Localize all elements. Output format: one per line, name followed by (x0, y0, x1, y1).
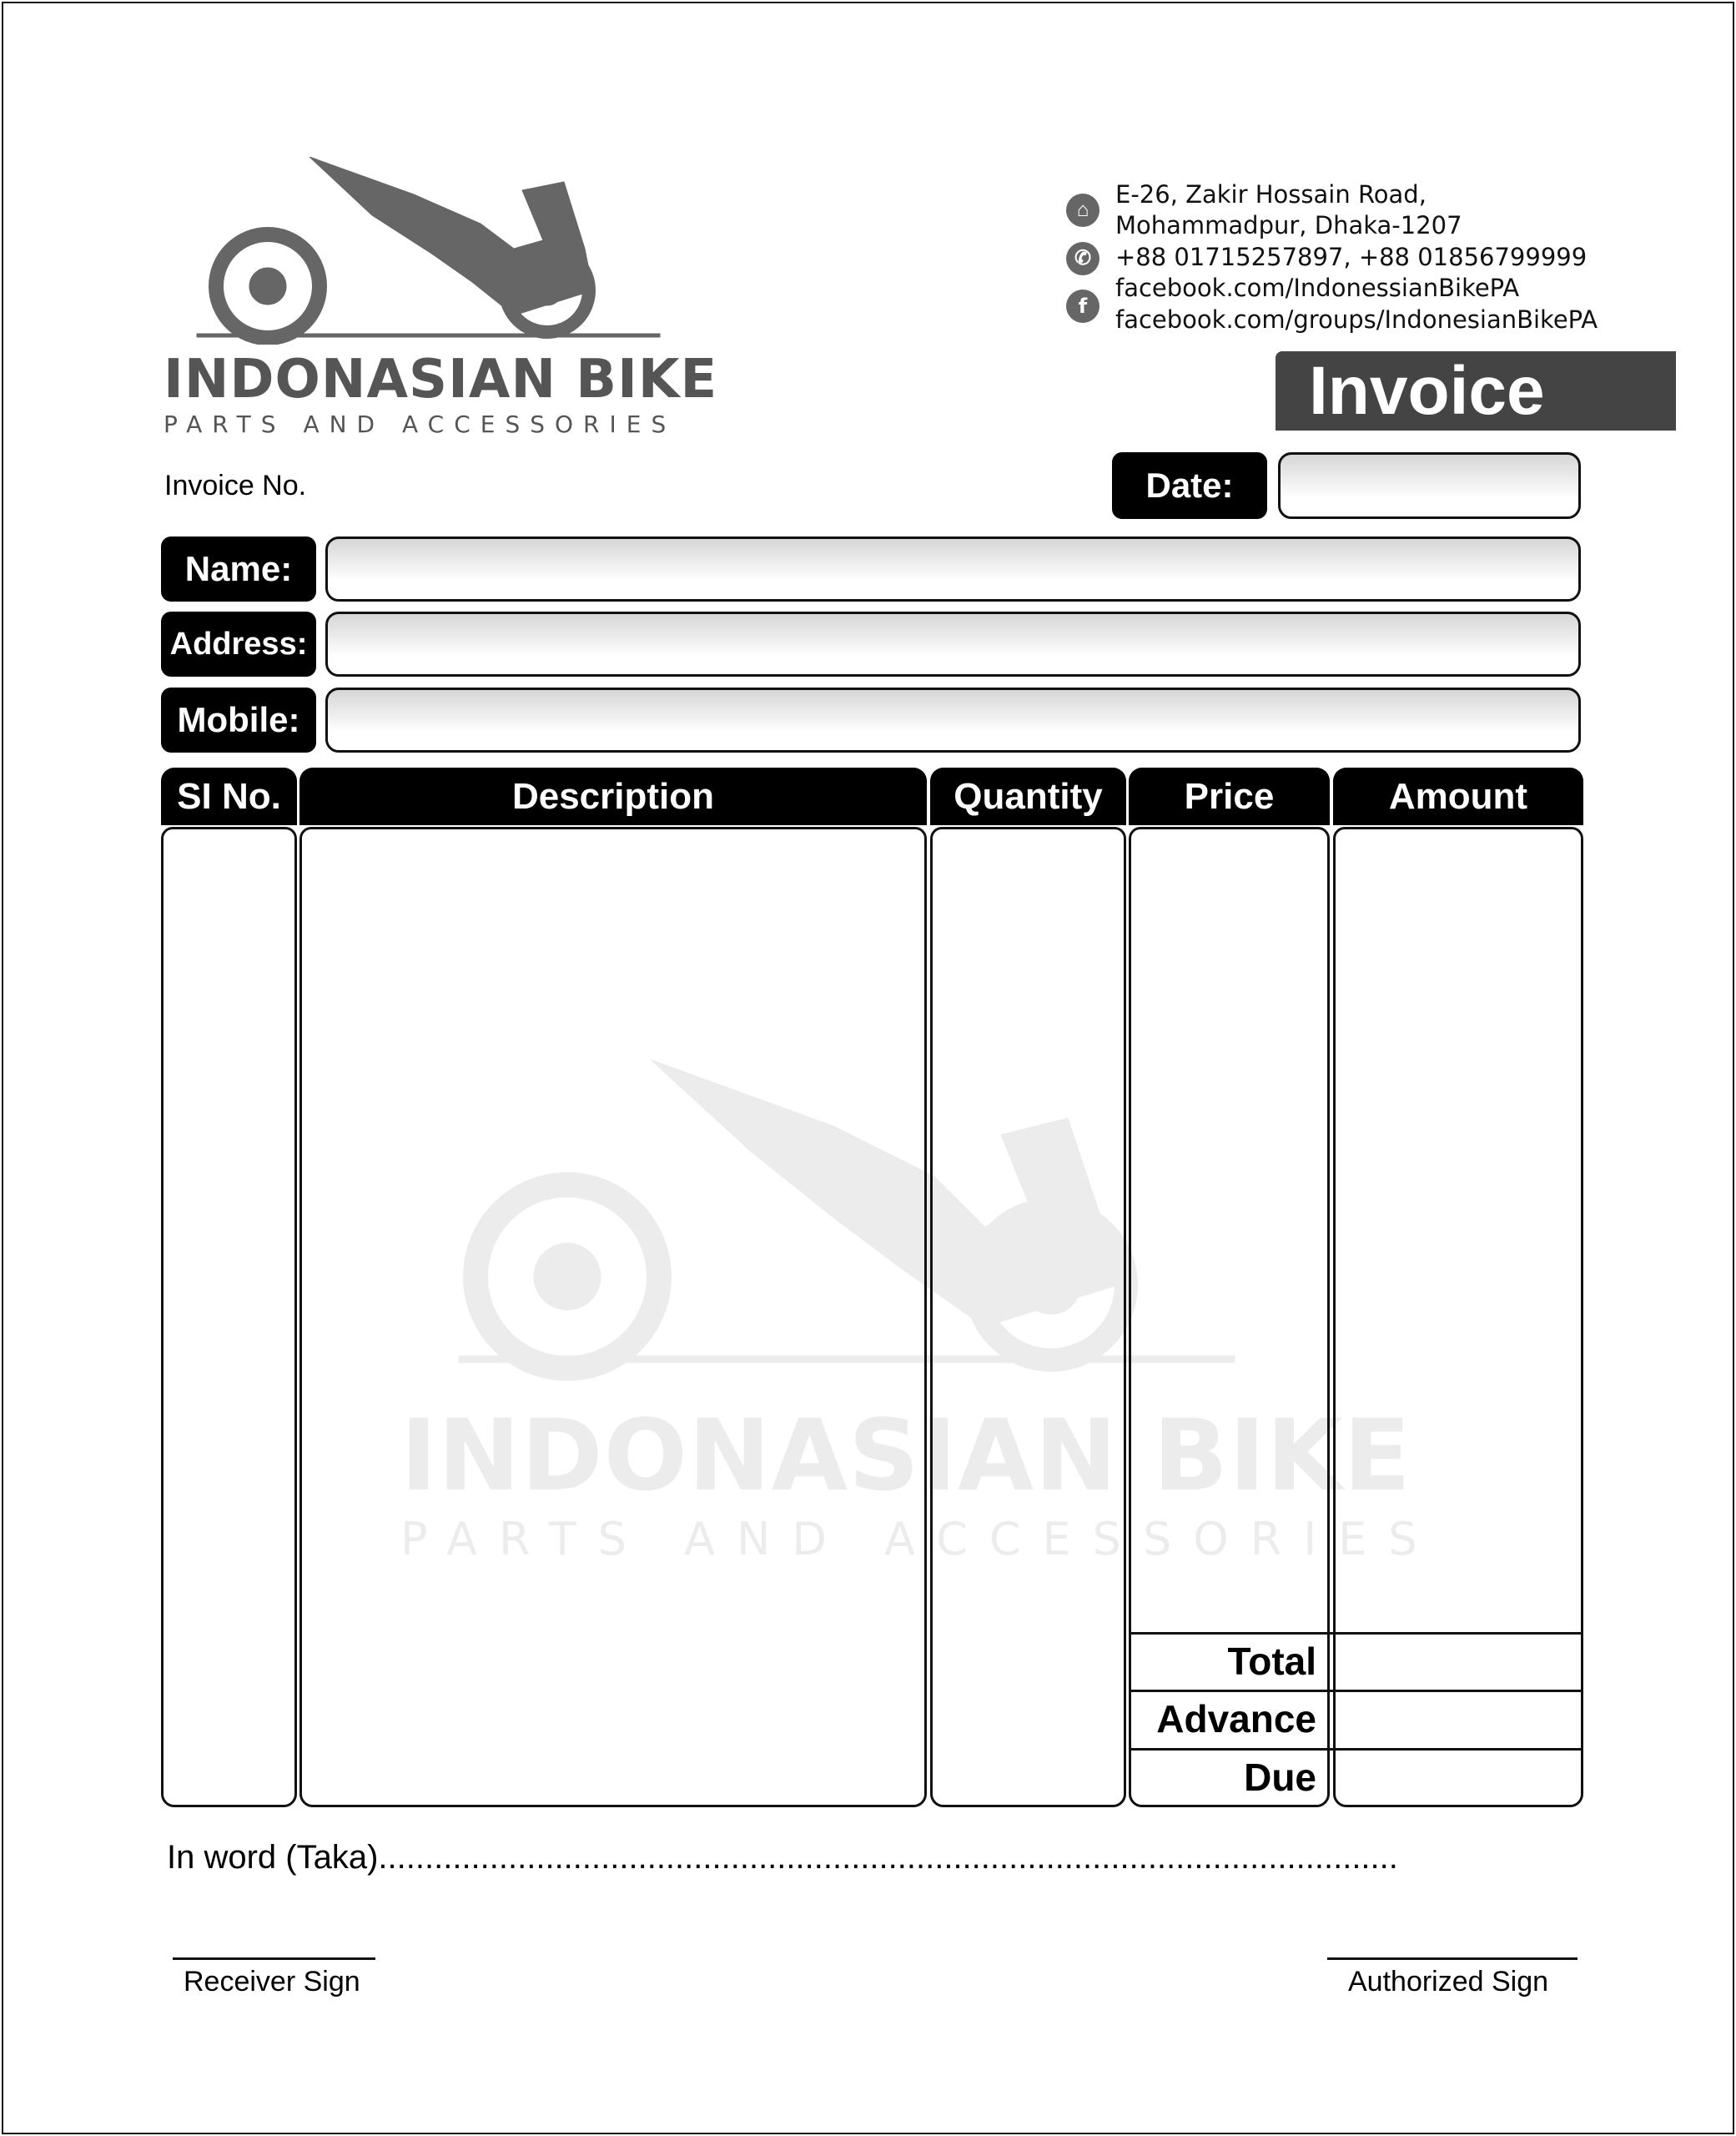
quantity-column[interactable] (930, 827, 1126, 1807)
header-description: Description (299, 768, 927, 825)
mobile-field[interactable] (325, 688, 1581, 753)
due-label: Due (1244, 1756, 1316, 1799)
divider (1129, 1690, 1583, 1692)
date-field[interactable] (1278, 452, 1581, 519)
brand-tagline: PARTS AND ACCESSORIES (164, 411, 677, 438)
brand-name: INDONASIAN BIKE (164, 349, 718, 411)
invoice-title: Invoice (1276, 351, 1676, 431)
in-word-line[interactable]: In word (Taka).............................................................................................................. (167, 1839, 1398, 1876)
mobile-label: Mobile: (161, 688, 316, 753)
phone-icon: ✆ (1066, 242, 1099, 275)
invoice-no-label: Invoice No. (164, 470, 307, 501)
brand-logo (164, 157, 718, 441)
address-line-2: Mohammadpur, Dhaka-1207 (1115, 211, 1462, 239)
facebook-group-link[interactable]: facebook.com/groups/IndonesianBikePA (1115, 305, 1598, 334)
authorized-sign-label: Authorized Sign (1348, 1966, 1549, 1997)
divider (1129, 1632, 1583, 1635)
receiver-sign-label: Receiver Sign (184, 1966, 360, 1997)
amount-column[interactable] (1333, 827, 1583, 1807)
address-line-1: E-26, Zakir Hossain Road, (1115, 180, 1427, 209)
motorcycle-logo-icon (164, 157, 672, 345)
authorized-sign-line (1327, 1957, 1577, 1960)
description-column[interactable] (299, 827, 927, 1807)
watermark-tagline: PARTS AND ACCESSORIES (400, 1513, 1439, 1565)
name-label: Name: (161, 537, 316, 602)
header-quantity: Quantity (930, 768, 1126, 825)
facebook-icon: f (1066, 290, 1099, 323)
header-amount: Amount (1333, 768, 1583, 825)
phone-numbers: +88 01715257897, +88 01856799999 (1115, 243, 1588, 271)
receiver-sign-line (173, 1957, 375, 1960)
advance-label: Advance (1156, 1697, 1316, 1741)
date-label: Date: (1112, 452, 1267, 519)
name-field[interactable] (325, 537, 1581, 602)
header-si-no: SI No. (161, 768, 297, 825)
watermark-brand: INDONASIAN BIKE (400, 1398, 1411, 1513)
total-label: Total (1227, 1640, 1316, 1683)
header-price: Price (1129, 768, 1330, 825)
facebook-page-link[interactable]: facebook.com/IndonessianBikePA (1115, 274, 1520, 302)
si-no-column[interactable] (161, 827, 297, 1807)
home-icon: ⌂ (1066, 194, 1099, 227)
divider (1129, 1748, 1583, 1751)
address-field[interactable] (325, 612, 1581, 677)
address-label: Address: (161, 612, 316, 677)
